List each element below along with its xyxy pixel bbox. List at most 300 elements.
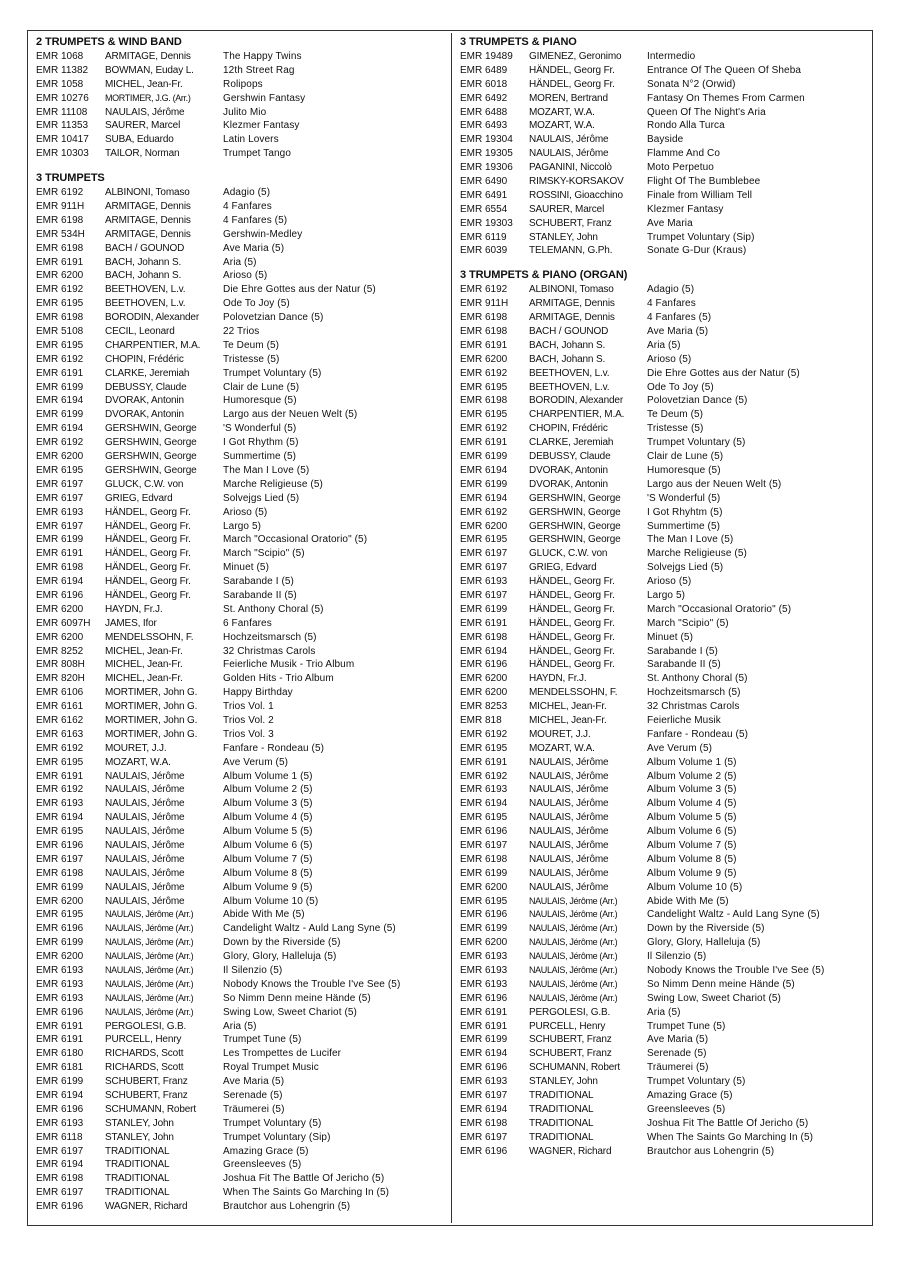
catalog-number: EMR 11108 (36, 106, 88, 118)
catalog-number: EMR 6191 (460, 617, 508, 629)
piece-title: Album Volume 10 (5) (223, 895, 319, 907)
piece-title: Greensleeves (5) (223, 1159, 302, 1171)
catalog-number: EMR 6193 (460, 965, 508, 976)
composer-name: DEBUSSY, Claude (105, 381, 187, 393)
catalog-entry (36, 978, 448, 992)
composer-name: NAULAIS, Jérôme (Arr.) (105, 992, 194, 1003)
piece-title: Album Volume 1 (5) (223, 770, 313, 782)
piece-title: Album Volume 4 (5) (647, 798, 737, 810)
catalog-number: EMR 6194 (36, 395, 84, 407)
catalog-entry (36, 147, 448, 161)
right-column (460, 34, 870, 1158)
catalog-number: EMR 6195 (36, 298, 84, 310)
composer-name: MENDELSSOHN, F. (105, 631, 194, 643)
catalog-number: EMR 19303 (460, 217, 513, 229)
catalog-entry (460, 1117, 870, 1131)
catalog-entry (36, 506, 448, 520)
piece-title: Candelight Waltz - Auld Lang Syne (5) (647, 909, 820, 921)
catalog-entry (460, 603, 870, 617)
catalog-number: EMR 6195 (460, 812, 508, 824)
composer-name: SAURER, Marcel (105, 120, 181, 132)
catalog-number: EMR 6200 (36, 951, 84, 963)
catalog-number: EMR 6200 (460, 687, 508, 699)
catalog-section (36, 34, 448, 161)
catalog-number: EMR 6193 (36, 506, 84, 518)
piece-title: Aria (5) (647, 339, 681, 351)
composer-name: JAMES, Ifor (105, 617, 157, 629)
catalog-entry (36, 256, 448, 270)
catalog-number: EMR 6192 (36, 187, 84, 199)
catalog-number: EMR 6195 (460, 895, 508, 907)
catalog-entry (460, 492, 870, 506)
catalog-entry (460, 853, 870, 867)
composer-name: GLUCK, C.W. von (529, 548, 608, 560)
catalog-number: EMR 8253 (460, 701, 508, 713)
catalog-entry (460, 547, 870, 561)
piece-title: 32 Christmas Carols (223, 645, 316, 657)
catalog-entry (36, 1075, 448, 1089)
piece-title: Glory, Glory, Halleluja (5) (223, 951, 337, 963)
catalog-number: EMR 6195 (36, 339, 84, 351)
composer-name: MICHEL, Jean-Fr. (529, 701, 607, 713)
composer-name: GERSHWIN, George (529, 506, 621, 518)
catalog-entry (460, 394, 870, 408)
composer-name: BACH, Johann S. (105, 270, 182, 282)
catalog-entry (460, 533, 870, 547)
composer-name: NAULAIS, Jérôme (Arr.) (529, 951, 618, 962)
catalog-entry (460, 297, 870, 311)
piece-title: Adagio (5) (223, 187, 271, 199)
composer-name: NAULAIS, Jérôme (529, 134, 609, 146)
composer-name: TRADITIONAL (529, 1117, 594, 1129)
composer-name: ALBINONI, Tomaso (105, 187, 190, 199)
composer-name: TRADITIONAL (529, 1103, 594, 1115)
piece-title: Summertime (5) (647, 520, 721, 532)
catalog-entry (36, 1131, 448, 1145)
composer-name: GRIEG, Edvard (105, 492, 173, 504)
composer-name: BACH / GOUNOD (105, 242, 185, 254)
catalog-number: EMR 11353 (36, 120, 89, 132)
catalog-number: EMR 6191 (460, 1020, 508, 1032)
catalog-entry (36, 1145, 448, 1159)
catalog-number: EMR 6194 (36, 1159, 84, 1171)
piece-title: Trumpet Tango (223, 148, 292, 160)
catalog-number: EMR 6197 (36, 492, 84, 504)
piece-title: Clair de Lune (5) (647, 451, 724, 463)
piece-title: Marche Religieuse (5) (223, 478, 323, 490)
piece-title: Swing Low, Sweet Chariot (5) (223, 1006, 357, 1018)
piece-title: March "Scipio" (5) (647, 617, 729, 629)
catalog-number: EMR 6194 (460, 464, 508, 476)
catalog-entry (460, 283, 870, 297)
catalog-entry (36, 228, 448, 242)
composer-name: MOZART, W.A. (529, 120, 595, 132)
catalog-number: EMR 6195 (460, 381, 508, 393)
composer-name: DVORAK, Antonin (529, 478, 608, 490)
catalog-number: EMR 6196 (460, 1062, 508, 1074)
catalog-entry (460, 908, 870, 922)
catalog-number: EMR 6197 (460, 562, 508, 574)
composer-name: TRADITIONAL (105, 1159, 170, 1171)
catalog-entry (36, 992, 448, 1006)
catalog-entry (460, 436, 870, 450)
piece-title: Royal Trumpet Music (223, 1062, 319, 1074)
piece-title: March "Occasional Oratorio" (5) (223, 534, 368, 546)
composer-name: HAYDN, Fr.J. (105, 603, 163, 615)
piece-title: Ave Verum (5) (223, 756, 289, 768)
piece-title: Sonate G-Dur (Kraus) (647, 245, 747, 257)
piece-title: Glory, Glory, Halleluja (5) (647, 937, 761, 949)
composer-name: TRADITIONAL (105, 1173, 170, 1185)
catalog-number: EMR 6554 (460, 203, 508, 215)
catalog-entry (460, 175, 870, 189)
catalog-entry (460, 381, 870, 395)
composer-name: WAGNER, Richard (105, 1201, 188, 1213)
composer-name: SCHUBERT, Franz (529, 1034, 612, 1046)
piece-title: Ave Maria (647, 217, 693, 229)
catalog-number: EMR 6193 (36, 978, 84, 990)
composer-name: RIMSKY-KORSAKOV (529, 176, 624, 188)
catalog-entry (460, 797, 870, 811)
composer-name: GERSHWIN, George (105, 423, 197, 435)
catalog-entry (460, 1089, 870, 1103)
catalog-entry (460, 367, 870, 381)
catalog-number: EMR 6191 (36, 770, 84, 782)
composer-name: TAILOR, Norman (105, 148, 180, 160)
catalog-number: EMR 6196 (460, 992, 508, 1004)
piece-title: Träumerei (5) (647, 1062, 709, 1074)
catalog-entry (460, 339, 870, 353)
catalog-number: EMR 6194 (36, 1090, 84, 1102)
catalog-entry (36, 686, 448, 700)
catalog-entry (36, 1117, 448, 1131)
piece-title: Trumpet Voluntary (5) (223, 1117, 322, 1129)
piece-title: The Man I Love (5) (647, 534, 734, 546)
catalog-entry (36, 714, 448, 728)
catalog-entry (460, 978, 870, 992)
catalog-number: EMR 808H (36, 659, 85, 671)
catalog-number: EMR 6192 (460, 728, 508, 740)
composer-name: NAULAIS, Jérôme (Arr.) (529, 965, 618, 975)
piece-title: Moto Perpetuo (647, 162, 714, 174)
composer-name: NAULAIS, Jérôme (529, 784, 609, 796)
piece-title: 32 Christmas Carols (647, 701, 740, 713)
piece-title: Intermedio (647, 51, 696, 62)
piece-title: Trumpet Tune (5) (223, 1034, 302, 1046)
composer-name: NAULAIS, Jérôme (105, 881, 185, 893)
piece-title: Happy Birthday (223, 687, 293, 699)
piece-title: Humoresque (5) (647, 464, 721, 476)
piece-title: Amazing Grace (5) (223, 1145, 309, 1157)
catalog-entry (36, 756, 448, 770)
catalog-number: EMR 6163 (36, 728, 84, 740)
catalog-entry (36, 617, 448, 631)
composer-name: NAULAIS, Jérôme (105, 784, 185, 796)
catalog-number: EMR 6191 (460, 339, 508, 351)
piece-title: Serenade (5) (647, 1048, 707, 1060)
catalog-entry (460, 147, 870, 161)
composer-name: BACH, Johann S. (105, 256, 182, 268)
catalog-entry (460, 450, 870, 464)
composer-name: NAULAIS, Jérôme (Arr.) (529, 909, 618, 920)
catalog-entry (460, 839, 870, 853)
catalog-number: EMR 6199 (460, 478, 508, 490)
piece-title: Arioso (5) (647, 576, 692, 588)
piece-title: Amazing Grace (5) (647, 1090, 733, 1102)
composer-name: NAULAIS, Jérôme (529, 867, 609, 879)
composer-name: DVORAK, Antonin (105, 395, 184, 407)
catalog-entry (460, 770, 870, 784)
composer-name: NAULAIS, Jérôme (529, 881, 609, 893)
piece-title: Gershwin-Medley (223, 228, 303, 240)
composer-name: NAULAIS, Jérôme (Arr.) (105, 1006, 194, 1017)
piece-title: Flamme And Co (647, 148, 720, 160)
piece-title: Joshua Fit The Battle Of Jericho (5) (647, 1117, 809, 1129)
composer-name: DEBUSSY, Claude (529, 451, 611, 463)
catalog-entry (36, 783, 448, 797)
catalog-entry (460, 950, 870, 964)
composer-name: DVORAK, Antonin (105, 409, 184, 421)
composer-name: HÄNDEL, Georg Fr. (529, 617, 615, 629)
piece-title: Arioso (5) (223, 506, 268, 518)
composer-name: NAULAIS, Jérôme (105, 812, 185, 824)
catalog-number: EMR 6192 (460, 423, 508, 435)
catalog-entry (36, 950, 448, 964)
catalog-entry (460, 867, 870, 881)
catalog-entry (36, 1020, 448, 1034)
catalog-number: EMR 6161 (36, 701, 84, 713)
composer-name: BEETHOVEN, L.v. (105, 298, 186, 310)
catalog-entry (36, 589, 448, 603)
catalog-number: EMR 6191 (460, 1006, 508, 1018)
catalog-entry (460, 783, 870, 797)
catalog-entry (460, 353, 870, 367)
composer-name: HÄNDEL, Georg Fr. (529, 589, 615, 601)
composer-name: NAULAIS, Jérôme (529, 812, 609, 824)
catalog-number: EMR 6200 (36, 895, 84, 907)
piece-title: Summertime (5) (223, 451, 297, 463)
catalog-number: EMR 8252 (36, 645, 84, 657)
piece-title: Album Volume 10 (5) (647, 881, 743, 893)
composer-name: ARMITAGE, Dennis (105, 228, 191, 240)
piece-title: Rondo Alla Turca (647, 120, 725, 132)
catalog-number: EMR 11382 (36, 64, 89, 76)
catalog-entry (36, 1103, 448, 1117)
catalog-number: EMR 6193 (460, 978, 508, 990)
catalog-number: EMR 6194 (36, 812, 84, 824)
piece-title: Down by the Riverside (5) (647, 923, 765, 935)
composer-name: BORODIN, Alexander (105, 312, 200, 324)
catalog-number: EMR 6193 (460, 951, 508, 963)
composer-name: HÄNDEL, Georg Fr. (105, 520, 191, 532)
piece-title: Candelight Waltz - Auld Lang Syne (5) (223, 923, 396, 935)
composer-name: NAULAIS, Jérôme (529, 839, 609, 851)
catalog-entry (460, 561, 870, 575)
catalog-entry (36, 92, 448, 106)
catalog-entry (460, 1131, 870, 1145)
catalog-entry (36, 297, 448, 311)
catalog-entry (36, 825, 448, 839)
catalog-number: EMR 6196 (36, 589, 84, 601)
catalog-number: EMR 6197 (460, 839, 508, 851)
piece-title: Hochzeitsmarsch (5) (223, 631, 317, 643)
catalog-number: EMR 6196 (36, 1103, 84, 1115)
composer-name: HÄNDEL, Georg Fr. (105, 576, 191, 588)
catalog-entry (36, 645, 448, 659)
piece-title: St. Anthony Choral (5) (223, 603, 324, 615)
catalog-number: EMR 6193 (36, 798, 84, 810)
composer-name: HÄNDEL, Georg Fr. (105, 589, 191, 601)
catalog-number: EMR 6196 (460, 826, 508, 838)
catalog-entry (36, 1158, 448, 1172)
catalog-number: EMR 6194 (460, 492, 508, 504)
catalog-entry (36, 50, 448, 64)
catalog-number: EMR 820H (36, 673, 85, 685)
catalog-entry (460, 672, 870, 686)
catalog-number: EMR 6181 (36, 1062, 84, 1074)
piece-title: Ave Maria (5) (647, 326, 709, 338)
catalog-number: EMR 6200 (460, 353, 508, 365)
catalog-entry (460, 964, 870, 978)
catalog-entry (36, 492, 448, 506)
piece-title: Clair de Lune (5) (223, 381, 300, 393)
catalog-number: EMR 6194 (460, 1103, 508, 1115)
piece-title: Tristesse (5) (647, 423, 704, 435)
piece-title: Trios Vol. 2 (223, 714, 274, 726)
composer-name: MORTIMER, J.G. (Arr.) (105, 92, 191, 103)
catalog-number: EMR 6198 (460, 1117, 508, 1129)
composer-name: PERGOLESI, G.B. (105, 1020, 187, 1032)
catalog-number: EMR 6193 (460, 1076, 508, 1088)
catalog-entry (460, 422, 870, 436)
catalog-entry (36, 1089, 448, 1103)
catalog-entry (36, 436, 448, 450)
catalog-entry (460, 408, 870, 422)
catalog-number: EMR 6194 (36, 576, 84, 588)
piece-title: Album Volume 1 (5) (647, 756, 737, 768)
catalog-number: EMR 6196 (36, 1201, 84, 1213)
piece-title: Down by the Riverside (5) (223, 937, 341, 949)
composer-name: NAULAIS, Jérôme (529, 826, 609, 838)
piece-title: Il Silenzio (5) (647, 951, 707, 963)
catalog-number: EMR 19489 (460, 51, 513, 62)
catalog-number: EMR 6199 (460, 1034, 508, 1046)
catalog-number: EMR 19305 (460, 148, 513, 160)
catalog-number: EMR 818 (460, 714, 502, 726)
catalog-number: EMR 6195 (36, 756, 84, 768)
composer-name: NAULAIS, Jérôme (Arr.) (529, 895, 618, 906)
catalog-entry (460, 217, 870, 231)
catalog-entry (460, 506, 870, 520)
composer-name: NAULAIS, Jérôme (529, 798, 609, 810)
catalog-entry (460, 1047, 870, 1061)
piece-title: Largo 5) (647, 589, 686, 601)
composer-name: NAULAIS, Jérôme (105, 826, 185, 838)
piece-title: Aria (5) (223, 256, 257, 268)
catalog-entry (460, 231, 870, 245)
composer-name: HAYDN, Fr.J. (529, 673, 587, 685)
composer-name: NAULAIS, Jérôme (Arr.) (105, 978, 194, 989)
composer-name: HÄNDEL, Georg Fr. (529, 64, 615, 76)
catalog-number: EMR 6196 (36, 839, 84, 851)
piece-title: Aria (5) (223, 1020, 257, 1032)
composer-name: STANLEY, John (529, 1076, 598, 1088)
catalog-section (460, 267, 870, 1158)
piece-title: Abide With Me (5) (223, 909, 305, 921)
piece-title: Album Volume 2 (5) (223, 784, 313, 796)
piece-title: Finale from William Tell (647, 189, 753, 201)
catalog-number: EMR 6197 (36, 520, 84, 532)
catalog-number: EMR 6119 (460, 231, 507, 243)
catalog-entry (36, 1006, 448, 1020)
piece-title: Album Volume 5 (5) (223, 826, 313, 838)
catalog-entry (460, 922, 870, 936)
section-title: 2 TRUMPETS & WIND BAND (36, 36, 182, 48)
composer-name: GERSHWIN, George (529, 520, 621, 532)
piece-title: Nobody Knows the Trouble I've See (5) (647, 965, 825, 976)
piece-title: Hochzeitsmarsch (5) (647, 687, 741, 699)
composer-name: GERSHWIN, George (529, 534, 621, 546)
catalog-number: EMR 6192 (460, 367, 508, 379)
catalog-entry (460, 742, 870, 756)
piece-title: Polovetzian Dance (5) (223, 312, 324, 324)
piece-title: Sarabande I (5) (223, 576, 294, 588)
piece-title: The Happy Twins (223, 51, 302, 62)
piece-title: Solvejgs Lied (5) (223, 492, 300, 504)
composer-name: CHOPIN, Frédéric (105, 353, 184, 365)
piece-title: Minuet (5) (647, 631, 694, 643)
catalog-entry (36, 728, 448, 742)
piece-title: Sonata N°2 (Orwid) (647, 78, 736, 90)
catalog-entry (36, 672, 448, 686)
piece-title: 4 Fanfares (5) (223, 214, 288, 226)
catalog-entry (36, 200, 448, 214)
composer-name: NAULAIS, Jérôme (105, 106, 185, 118)
catalog-number: EMR 6199 (460, 923, 508, 935)
catalog-entry (460, 700, 870, 714)
catalog-number: EMR 19304 (460, 134, 513, 146)
catalog-number: EMR 6192 (460, 770, 508, 782)
piece-title: Trumpet Voluntary (5) (223, 367, 322, 379)
catalog-number: EMR 6197 (36, 1187, 84, 1199)
composer-name: ARMITAGE, Dennis (105, 51, 191, 62)
catalog-number: EMR 6195 (36, 909, 84, 921)
catalog-number: EMR 6162 (36, 714, 84, 726)
composer-name: SCHUMANN, Robert (529, 1062, 620, 1074)
composer-name: MOZART, W.A. (529, 106, 595, 118)
composer-name: PURCELL, Henry (105, 1034, 182, 1046)
composer-name: NAULAIS, Jérôme (105, 798, 185, 810)
catalog-number: EMR 6492 (460, 92, 508, 104)
composer-name: CECIL, Leonard (105, 326, 175, 338)
piece-title: Feierliche Musik (647, 714, 721, 726)
catalog-entry (460, 106, 870, 120)
piece-title: Album Volume 3 (5) (223, 798, 313, 810)
catalog-number: EMR 10276 (36, 92, 89, 104)
catalog-entry (460, 1006, 870, 1020)
catalog-number: EMR 19306 (460, 162, 513, 174)
composer-name: HÄNDEL, Georg Fr. (105, 534, 191, 546)
piece-title: Trumpet Voluntary (Sip) (223, 1131, 331, 1143)
catalog-number: EMR 6191 (36, 256, 84, 268)
piece-title: Fanfare - Rondeau (5) (223, 742, 325, 754)
catalog-entry (36, 106, 448, 120)
catalog-entry (36, 520, 448, 534)
catalog-number: EMR 10417 (36, 134, 89, 146)
catalog-number: EMR 6198 (460, 853, 508, 865)
catalog-number: EMR 6194 (460, 1048, 508, 1060)
composer-name: GERSHWIN, George (529, 492, 621, 504)
